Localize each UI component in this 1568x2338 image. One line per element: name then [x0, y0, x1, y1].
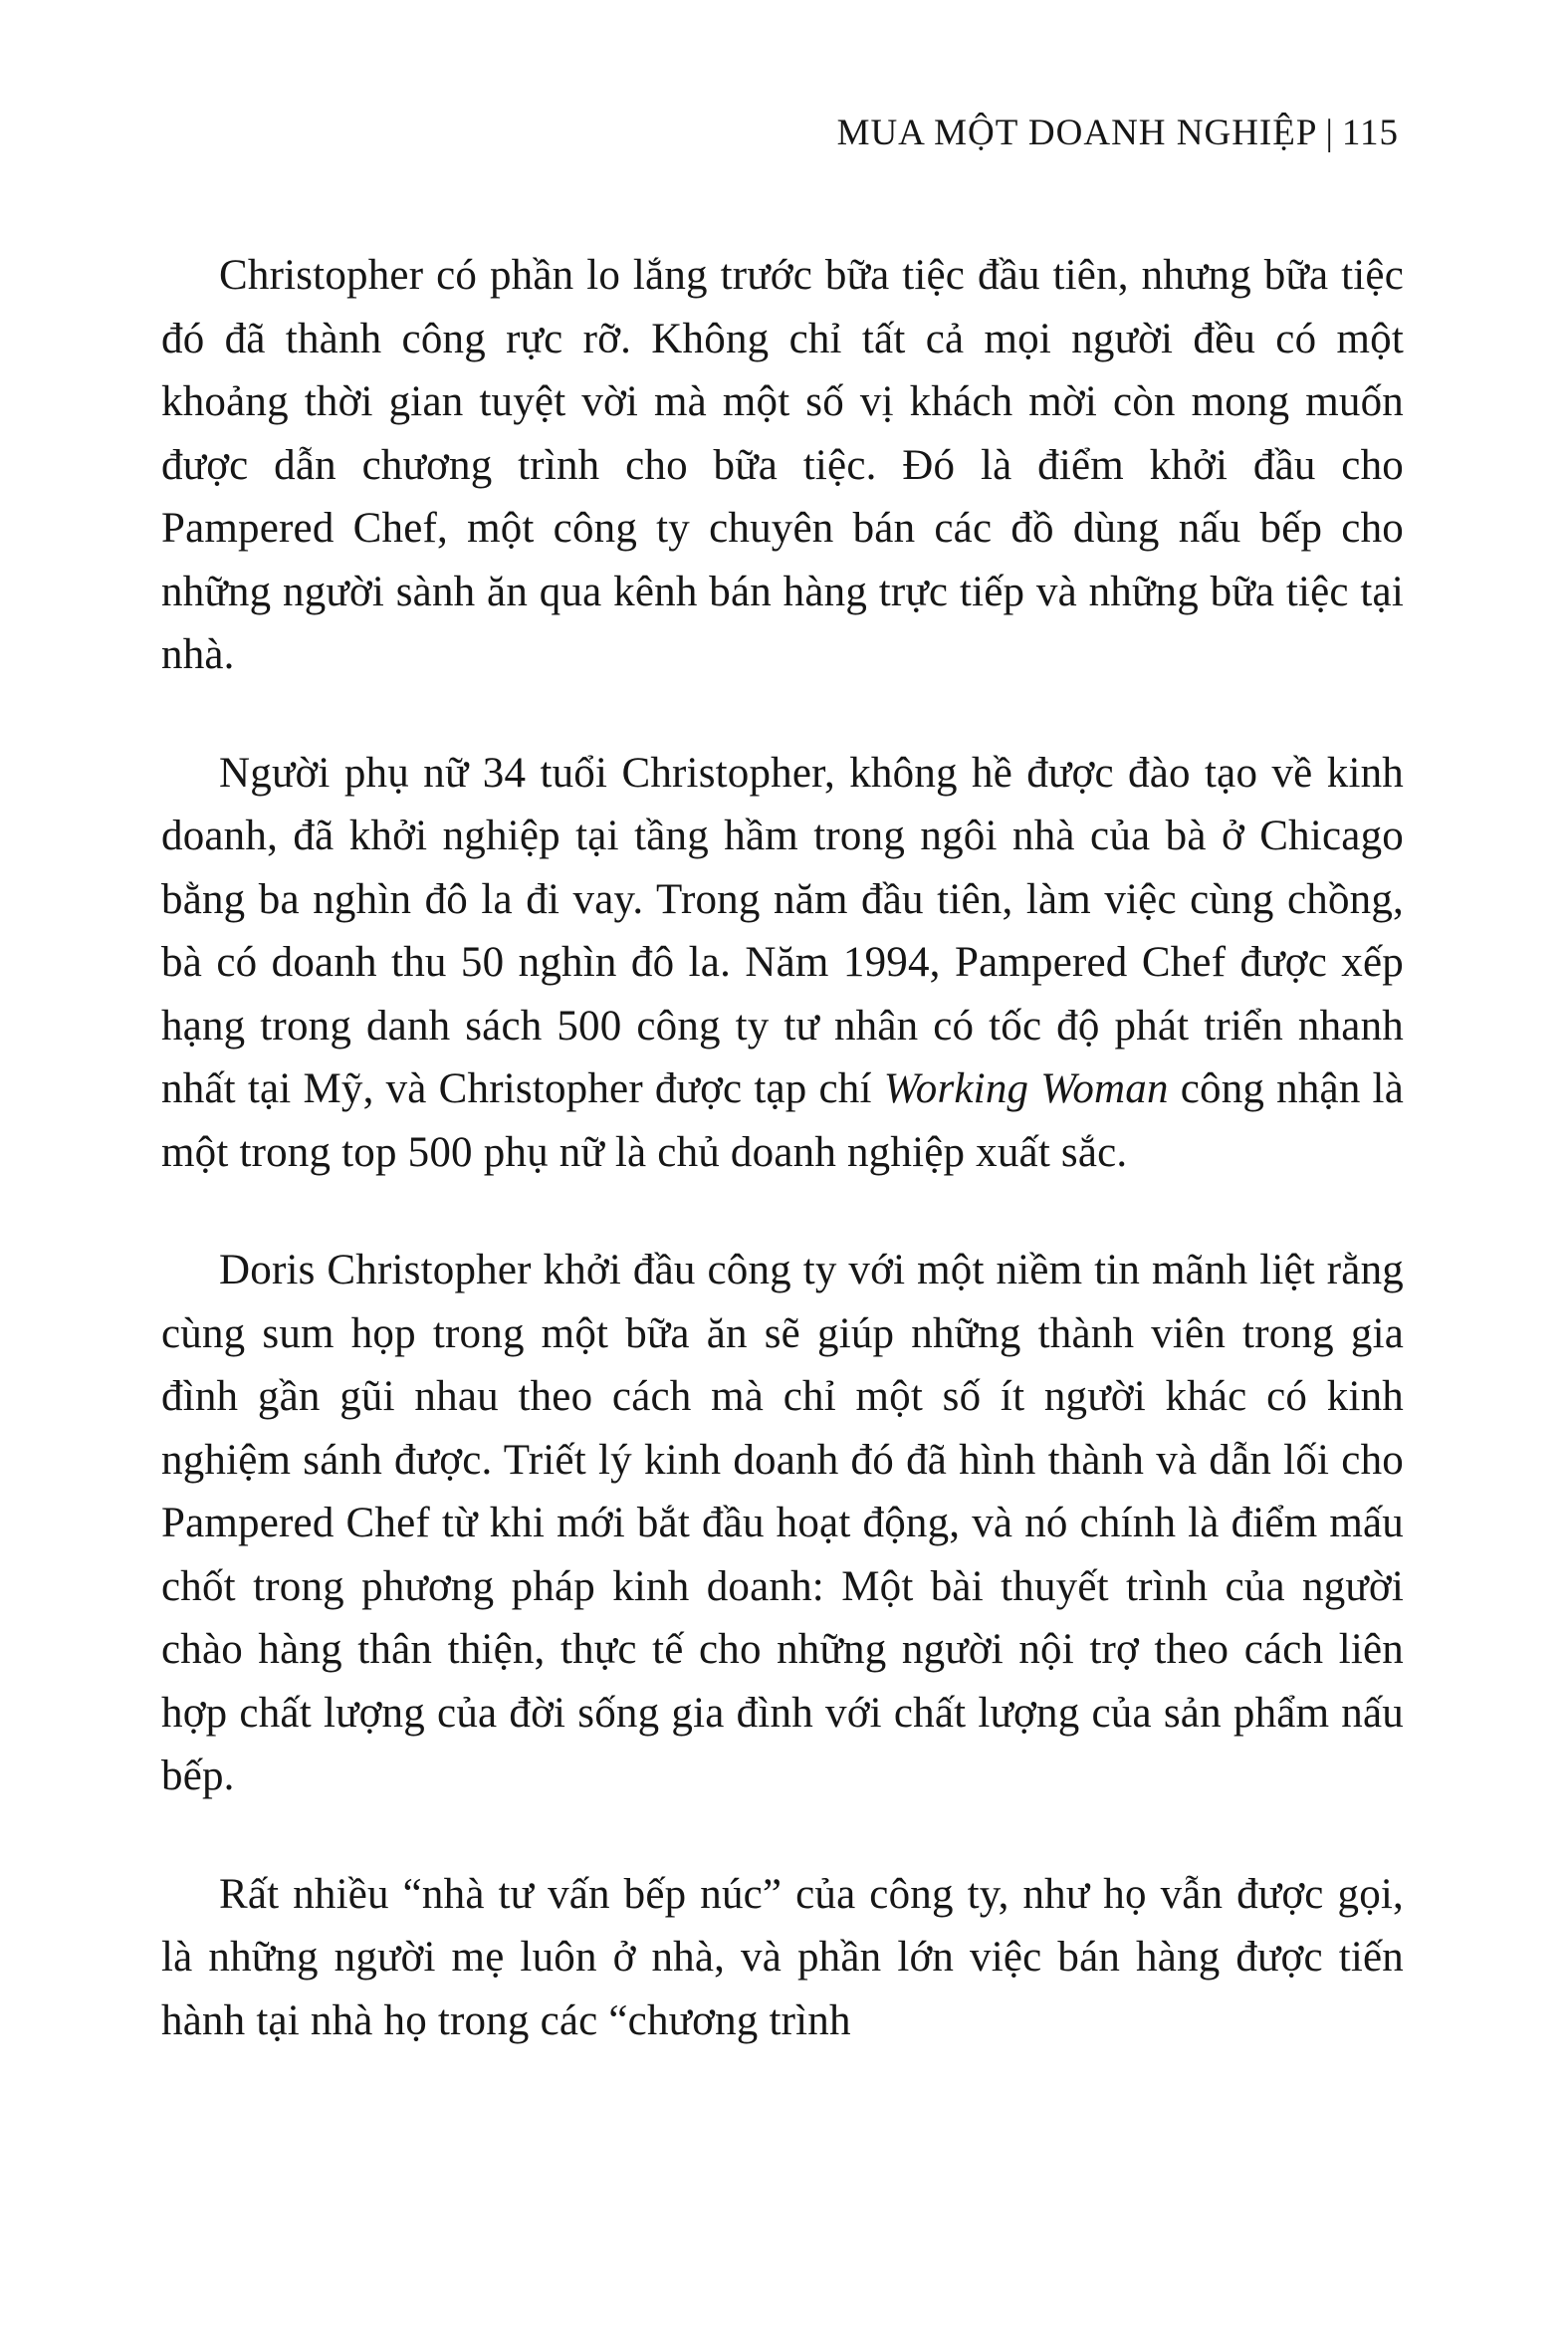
paragraph-2-text-after: công nhận là một trong top 500 phụ nữ là chủ doanh nghiệp xuất sắc. [161, 1065, 1404, 1176]
body-text [161, 244, 1404, 2052]
paragraph-4: Rất nhiều “nhà tư vấn bếp núc” của công ty, như họ vẫn được gọi, là những người mẹ luôn ở nhà, và phần lớn việc bán hàng được tiến hành tại nhà họ trong các “chương trình [161, 1870, 1404, 2044]
paragraph-2 [161, 742, 1404, 1185]
paragraph-3: Doris Christopher khởi đầu công ty với một niềm tin mãnh liệt rằng cùng sum họp trong một bữa ăn sẽ giúp những thành viên trong gia đình gần gũi nhau theo cách mà chỉ một số ít người khác có kinh nghiệm sánh được. Triết lý kinh doanh đó đã hình thành và dẫn lối cho Pampered Chef từ khi mới bắt đầu hoạt động, và nó chính là điểm mấu chốt trong phương pháp kinh doanh: Một bài thuyết trình của người chào hàng thân thiện, thực tế cho những người nội trợ theo cách liên hợp chất lượng của đời sống gia đình với chất lượng của sản phẩm nấu bếp. [161, 1247, 1404, 1799]
running-header [837, 112, 1399, 154]
paragraph-2-text-before: Người phụ nữ 34 tuổi Christopher, không hề được đào tạo về kinh doanh, đã khởi nghiệp tại tầng hầm trong ngôi nhà của bà ở Chicago bằng ba nghìn đô la đi vay. Trong năm đầu tiên, làm việc cùng chồng, bà có doanh thu 50 nghìn đô la. Năm 1994, Pampered Chef được xếp hạng trong danh sách 500 công ty tư nhân có tốc độ phát triển nhanh nhất tại Mỹ, và Christopher được tạp chí [161, 749, 1404, 1112]
header-separator: | [1325, 113, 1334, 153]
page-number: 115 [1341, 113, 1399, 153]
paragraph-1: Christopher có phần lo lắng trước bữa tiệc đầu tiên, nhưng bữa tiệc đó đã thành công rực rỡ. Không chỉ tất cả mọi người đều có một khoảng thời gian tuyệt vời mà một số vị khách mời còn mong muốn được dẫn chương trình cho bữa tiệc. Đó là điểm khởi đầu cho Pampered Chef, một công ty chuyên bán các đồ dùng nấu bếp cho những người sành ăn qua kênh bán hàng trực tiếp và những bữa tiệc tại nhà. [161, 252, 1404, 678]
magazine-title: Working Woman [883, 1065, 1169, 1112]
chapter-title: MUA MỘT DOANH NGHIỆP [836, 113, 1318, 153]
